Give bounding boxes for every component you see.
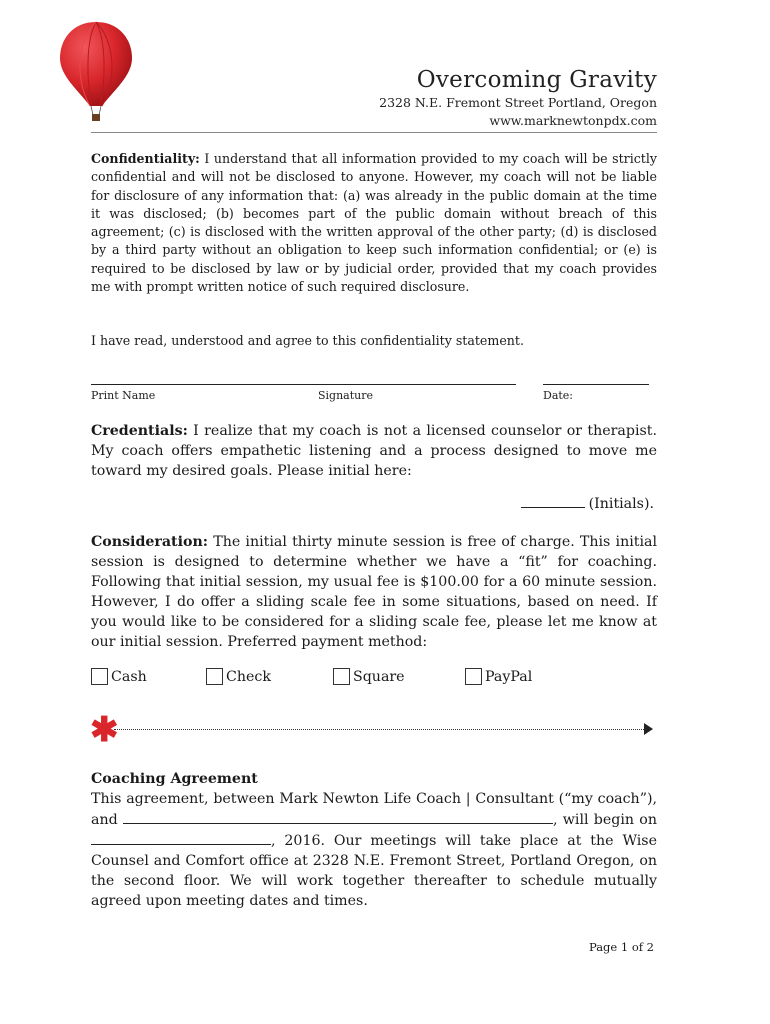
check-checkbox[interactable] (206, 668, 223, 685)
date-line[interactable] (543, 384, 649, 385)
cash-checkbox[interactable] (91, 668, 108, 685)
payment-option-cash[interactable] (91, 668, 147, 685)
start-date-blank[interactable] (91, 830, 271, 845)
date-label: Date: (543, 389, 574, 402)
coaching-agreement-paragraph (91, 789, 657, 911)
square-label: Square (353, 668, 405, 685)
page-number: Page 1 of 2 (588, 940, 654, 954)
coaching-agreement-intro: This agreement, between Mark Newton Life Coach | Consultant (“my coach”), and (91, 791, 657, 828)
organization-title: Overcoming Gravity (416, 67, 657, 93)
paypal-label: PayPal (485, 668, 533, 685)
confidentiality-text: I understand that all information provided to my coach will be strictly confidential and will not be disclosed to anyone. However, my coach will not be liable for disclosure of any information that: (a) was already in the public domain at the time it was disclosed; (b) becomes part of the public domain without breach of this agreement; (c) is disclosed with the written approval of the other party; (d) is disclosed by a third party without an obligation to keep such information confidential; or (e) is required to be disclosed by law or by judicial order, provided that my coach provides me with prompt written notice of such required disclosure. (91, 151, 657, 295)
asterisk-icon: ✱ (90, 710, 119, 750)
credentials-paragraph (91, 421, 657, 481)
payment-option-paypal[interactable] (465, 668, 532, 685)
square-checkbox[interactable] (333, 668, 350, 685)
dotted-divider (114, 729, 646, 730)
credentials-text: I realize that my coach is not a licensed counselor or therapist. My coach offers empathetic listening and a process designed to move me toward my desired goals. Please initial here: (91, 423, 657, 479)
print-name-signature-line[interactable] (91, 384, 516, 385)
initials-label: (Initials). (588, 496, 654, 512)
organization-website: www.marknewtonpdx.com (489, 113, 657, 128)
initials-blank[interactable] (521, 493, 585, 508)
check-label: Check (226, 668, 271, 685)
consideration-paragraph (91, 532, 657, 652)
consideration-label: Consideration: (91, 534, 209, 550)
confidentiality-label: Confidentiality: (91, 151, 200, 166)
paypal-checkbox[interactable] (465, 668, 482, 685)
coaching-agreement-heading: Coaching Agreement (91, 771, 258, 787)
initials-field (521, 493, 654, 512)
coaching-agreement-begin: , will begin on (552, 812, 657, 828)
signature-label: Signature (318, 389, 374, 402)
credentials-label: Credentials: (91, 423, 188, 439)
coaching-agreement-details: , 2016. Our meetings will take place at the Wise Counsel and Comfort office at 2328 N.E. Fremont Street, Portland Oregon, on the second floor. We will work together thereafter to schedule mutually agreed upon meeting dates and times. (91, 833, 657, 909)
cash-label: Cash (111, 668, 147, 685)
hot-air-balloon-logo (56, 20, 136, 125)
consideration-text: The initial thirty minute session is free of charge. This initial session is designed to determine whether we have a “fit” for coaching. Following that initial session, my usual fee is $100.00 for a 60 minute session. However, I do offer a sliding scale fee in some situations, based on need. If you would like to be considered for a sliding scale fee, please let me know at our initial session. Preferred payment method: (91, 534, 657, 650)
letterhead (379, 66, 657, 130)
print-name-label: Print Name (91, 389, 156, 402)
confidentiality-paragraph (91, 150, 657, 296)
confidentiality-agreement-line: I have read, understood and agree to this confidentiality statement. (91, 333, 524, 348)
organization-address: 2328 N.E. Fremont Street Portland, Oregon (379, 95, 657, 110)
arrow-right-icon (644, 723, 653, 735)
payment-option-square[interactable] (333, 668, 405, 685)
client-name-blank[interactable] (123, 809, 553, 824)
header-divider (91, 132, 657, 133)
payment-option-check[interactable] (206, 668, 271, 685)
